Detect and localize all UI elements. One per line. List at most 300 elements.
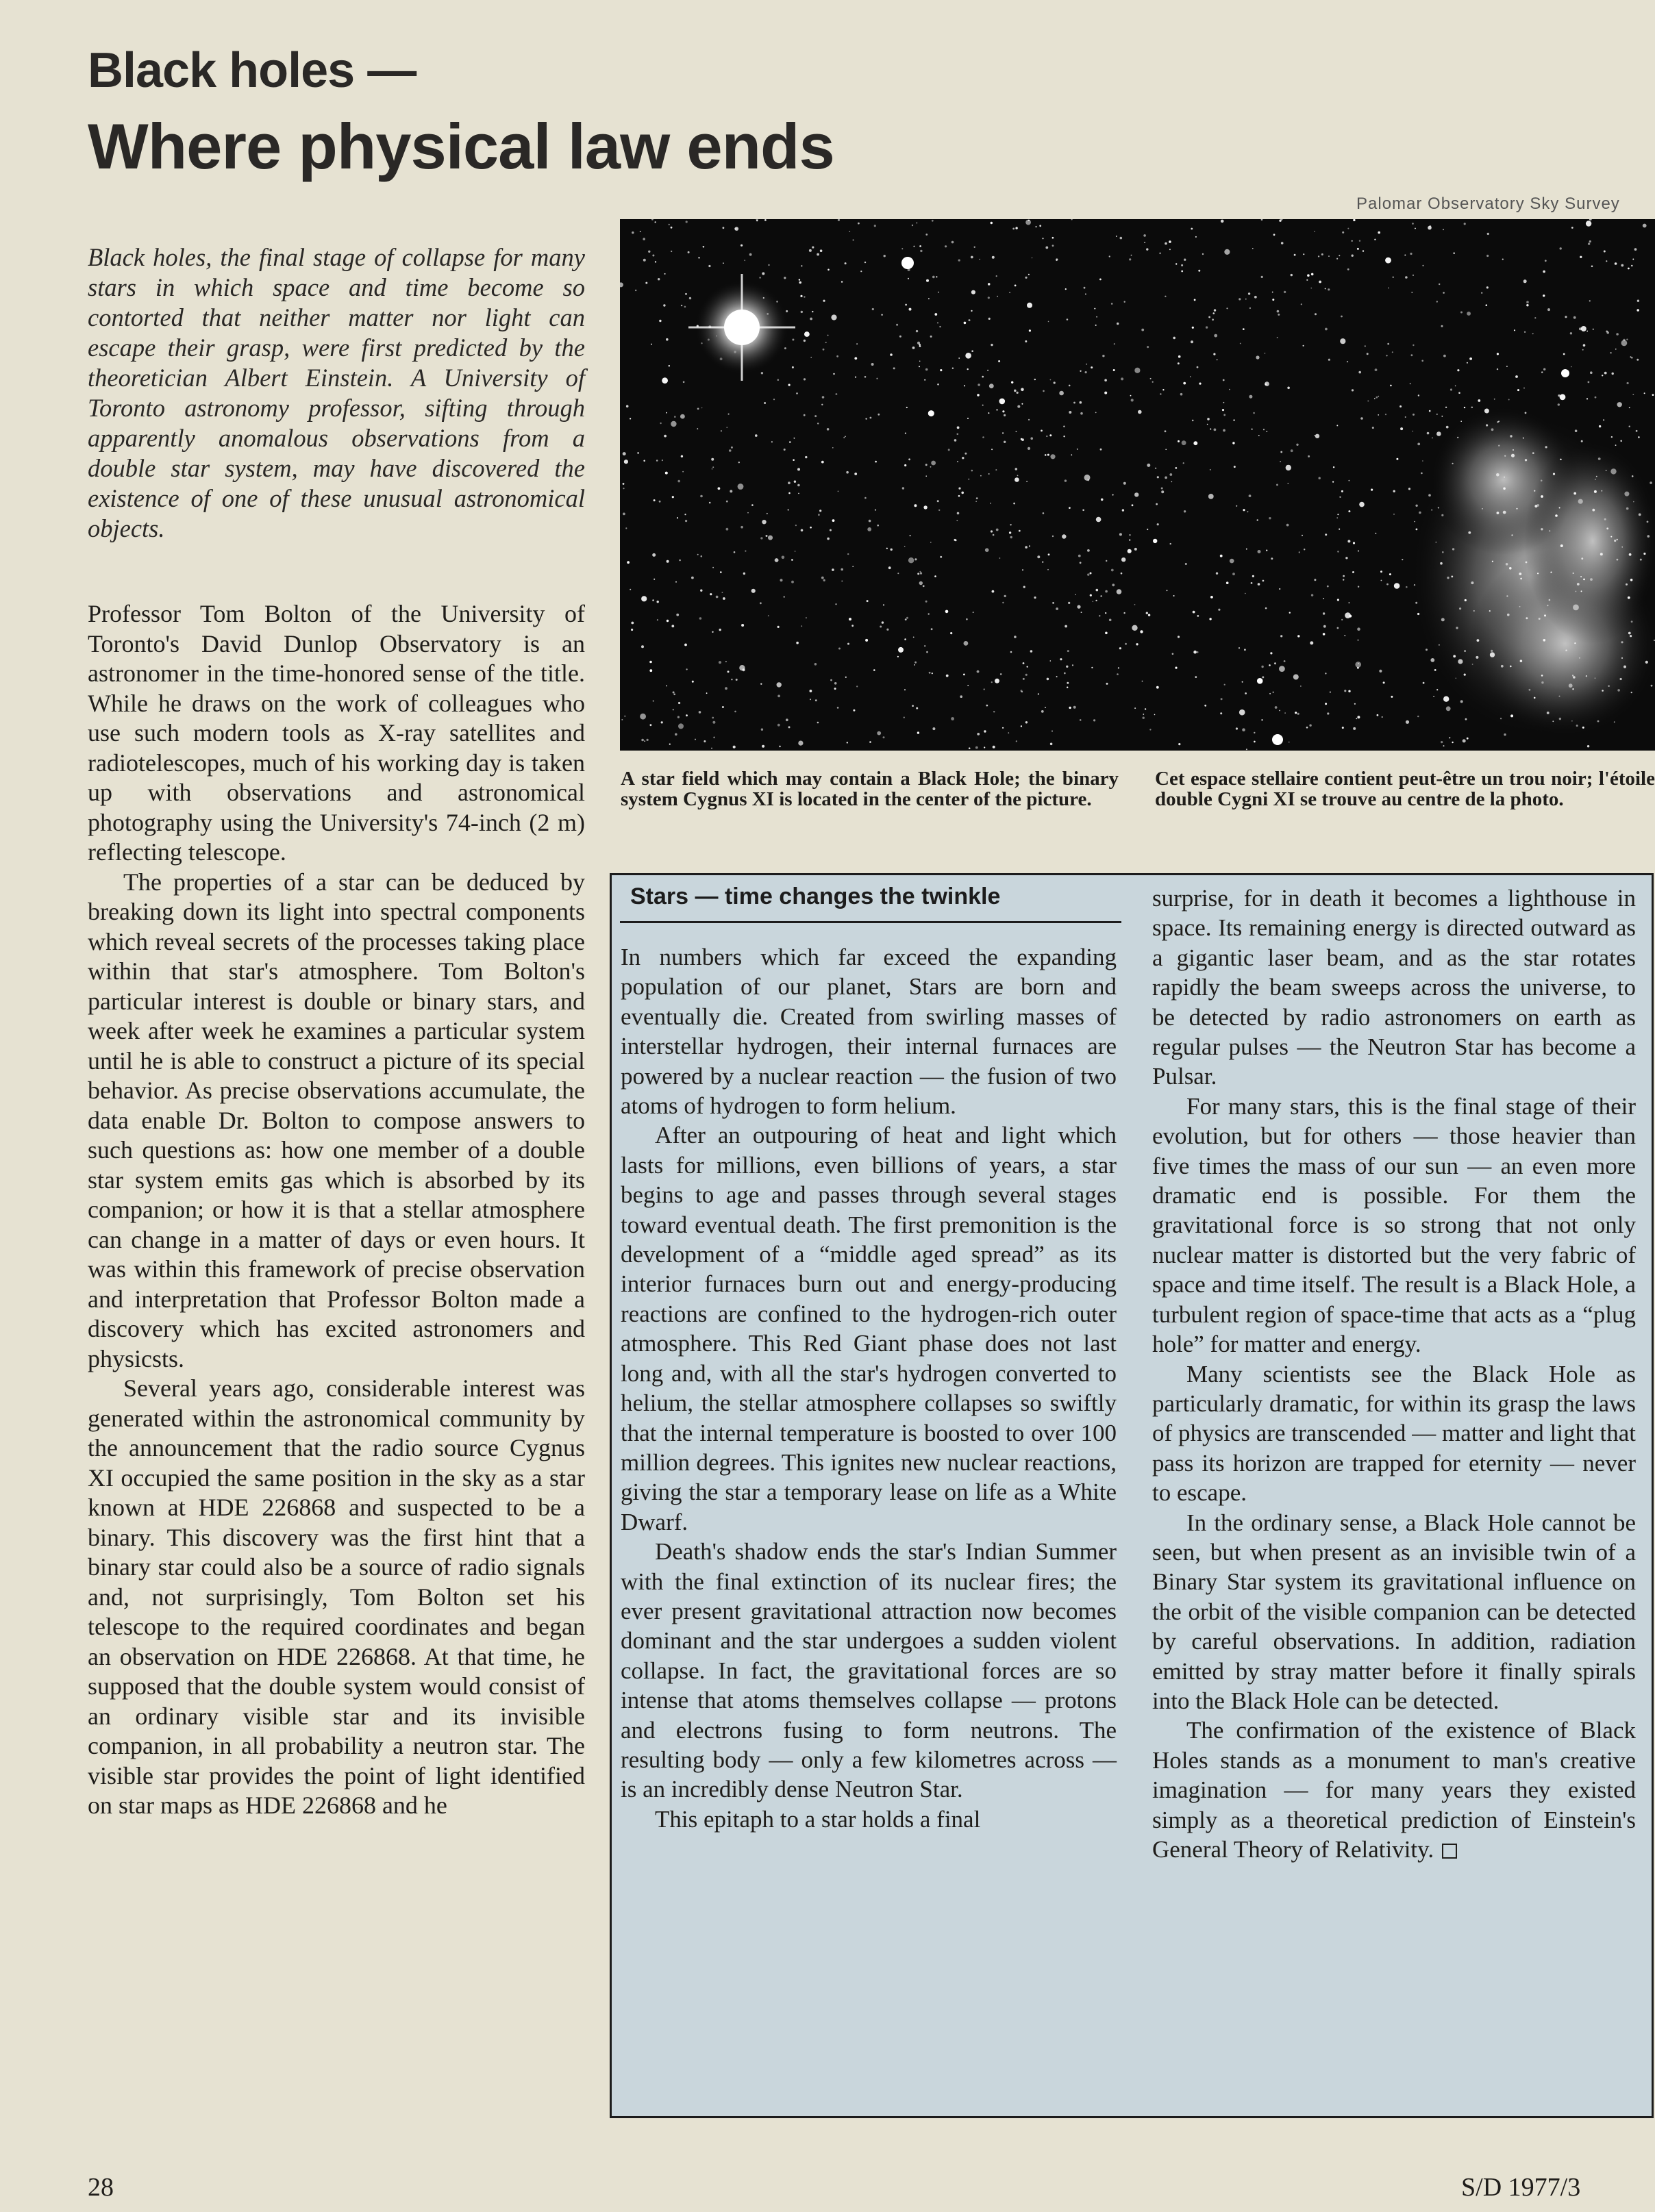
star xyxy=(1104,392,1107,394)
star xyxy=(1520,578,1522,580)
star xyxy=(678,723,684,729)
star xyxy=(1245,593,1246,594)
star xyxy=(643,238,645,240)
star xyxy=(681,455,683,457)
star xyxy=(1025,220,1031,225)
star xyxy=(914,662,917,664)
star xyxy=(1023,678,1025,680)
star xyxy=(1022,569,1023,570)
star xyxy=(1604,518,1606,520)
star xyxy=(652,255,654,257)
star xyxy=(834,688,836,690)
star xyxy=(1628,596,1630,599)
star xyxy=(1010,536,1012,538)
star xyxy=(1371,489,1373,491)
star xyxy=(1054,381,1056,384)
star xyxy=(1093,601,1094,603)
star xyxy=(1615,262,1617,265)
star xyxy=(1214,429,1217,431)
star xyxy=(1223,379,1225,381)
sidebar-column-2 xyxy=(1152,883,1636,1864)
star xyxy=(988,283,991,286)
article-paragraph: The properties of a star can be deduced by breaking down its light into spectral components which reveal secrets of the processes taking place within that star's atmosphere. Tom Bolton's particular interest is double or binary stars, and week after week he examines a particular system until he is able to construct a picture of its special behavior. As precise observations accumulate, the data enable Dr. Bolton to compose answers to such questions as: how one member of a double star system emits gas which is absorbed by its companion; or how it is that a stellar atmosphere can change in a matter of days or even hours. It was within this framework of precise observation and interpretation that Professor Bolton made a discovery which has excited astronomers and physicsts. xyxy=(88,868,585,1372)
star xyxy=(1094,308,1095,310)
star xyxy=(1594,490,1597,493)
star xyxy=(1543,639,1546,642)
star xyxy=(760,537,762,539)
star xyxy=(1504,455,1506,457)
star xyxy=(1378,231,1380,234)
star xyxy=(1183,462,1184,464)
star xyxy=(878,414,880,416)
star xyxy=(1408,488,1410,490)
photo-caption-english: A star field which may contain a Black Hole; the binary system Cygnus XI is located in the center of the picture. xyxy=(621,768,1119,810)
star xyxy=(1142,681,1143,682)
star xyxy=(1465,718,1467,720)
star xyxy=(991,449,993,450)
star xyxy=(812,311,813,312)
star xyxy=(1212,318,1214,321)
star xyxy=(775,558,779,562)
star xyxy=(1183,382,1186,385)
star xyxy=(1595,479,1596,480)
star xyxy=(996,529,999,531)
star xyxy=(928,613,930,614)
star xyxy=(1523,388,1525,389)
star xyxy=(743,573,745,575)
star xyxy=(1308,455,1310,457)
star xyxy=(695,739,696,740)
star xyxy=(684,514,686,515)
star xyxy=(1232,573,1235,575)
star xyxy=(898,647,904,653)
star xyxy=(1286,524,1289,527)
star xyxy=(1286,465,1291,470)
star xyxy=(1571,720,1573,722)
star xyxy=(1347,268,1349,271)
star xyxy=(1586,398,1588,399)
star xyxy=(1002,432,1004,433)
star xyxy=(1245,692,1247,694)
star xyxy=(1582,349,1584,351)
star xyxy=(1102,355,1104,357)
sidebar-paragraph: Many scientists see the Black Hole as particularly dramatic, for within its grasp the laws of physics are transcended — matter and light that pass its horizon are trapped for eternity — never to escape. xyxy=(1152,1360,1636,1507)
star xyxy=(904,689,906,690)
star xyxy=(1486,424,1488,426)
sidebar-paragraph: In the ordinary sense, a Black Hole cannot be seen, but when present as an invisible twin of a Binary Star system its gravitational influence on the orbit of the visible companion can be detected by careful observations. In addition, radiation emitted by stray matter before it finally spirals into the Black Hole can be detected. xyxy=(1152,1509,1636,1714)
star-field-photo xyxy=(620,219,1655,751)
star xyxy=(1226,307,1228,309)
star xyxy=(1411,354,1413,356)
star xyxy=(1008,732,1009,733)
star xyxy=(1610,352,1612,353)
star xyxy=(914,558,917,560)
star xyxy=(1193,611,1195,614)
star xyxy=(1547,308,1550,311)
star xyxy=(817,423,819,424)
star xyxy=(1230,559,1234,564)
star xyxy=(653,700,654,701)
star xyxy=(761,729,763,731)
star xyxy=(1400,427,1403,430)
star xyxy=(821,577,824,579)
star xyxy=(934,575,936,577)
star xyxy=(700,590,702,592)
star xyxy=(871,363,874,366)
star xyxy=(801,311,803,313)
star xyxy=(1071,454,1072,455)
star xyxy=(1013,503,1015,505)
star xyxy=(1269,693,1271,694)
star xyxy=(987,370,988,371)
star xyxy=(1381,580,1382,581)
star xyxy=(1116,236,1117,237)
star xyxy=(1439,284,1440,285)
star xyxy=(1640,559,1642,561)
star xyxy=(1311,594,1313,596)
star xyxy=(784,277,786,279)
star xyxy=(747,512,749,514)
star xyxy=(967,368,969,370)
star xyxy=(1120,237,1123,240)
star xyxy=(1611,436,1613,438)
star xyxy=(1339,497,1341,498)
star xyxy=(1511,534,1513,536)
star xyxy=(662,460,663,461)
star xyxy=(788,726,791,728)
star xyxy=(749,253,752,256)
star xyxy=(1342,727,1344,729)
star xyxy=(1627,382,1629,384)
star xyxy=(810,357,812,358)
star xyxy=(1221,698,1223,700)
star xyxy=(672,496,674,498)
star xyxy=(825,342,827,343)
star xyxy=(655,221,656,223)
star xyxy=(1155,468,1156,469)
star xyxy=(1034,596,1036,599)
star xyxy=(1276,484,1278,486)
page-number: 28 xyxy=(88,2173,114,2202)
star xyxy=(1111,569,1114,572)
star xyxy=(817,722,819,724)
star xyxy=(1067,687,1068,688)
star xyxy=(1443,355,1446,357)
star xyxy=(810,527,812,529)
star xyxy=(1069,507,1071,509)
star xyxy=(908,278,909,279)
star xyxy=(1173,595,1175,596)
star xyxy=(1501,665,1504,668)
star xyxy=(1553,473,1555,475)
star xyxy=(1575,429,1578,432)
star xyxy=(1628,268,1630,270)
star xyxy=(1591,266,1593,268)
star xyxy=(1191,228,1193,230)
star xyxy=(712,567,714,568)
star xyxy=(1524,331,1526,333)
star xyxy=(1280,451,1282,453)
star xyxy=(744,260,745,261)
star xyxy=(1009,531,1011,533)
star xyxy=(788,509,789,510)
star xyxy=(1443,229,1444,230)
star xyxy=(1610,536,1612,538)
star xyxy=(716,596,719,599)
star xyxy=(1357,248,1359,250)
star xyxy=(1464,223,1466,225)
star xyxy=(676,614,679,616)
star xyxy=(1121,557,1125,562)
star xyxy=(977,670,980,673)
star xyxy=(1541,681,1543,683)
star xyxy=(1208,494,1214,499)
star xyxy=(1471,581,1473,584)
star xyxy=(964,385,965,386)
star xyxy=(904,546,906,547)
star xyxy=(917,573,919,575)
star xyxy=(962,457,964,459)
star xyxy=(1042,238,1043,239)
star xyxy=(1185,563,1187,565)
star xyxy=(1650,481,1652,484)
star xyxy=(958,495,960,497)
star xyxy=(1606,331,1608,333)
star xyxy=(1421,360,1423,362)
star xyxy=(797,468,800,470)
star xyxy=(1464,650,1466,652)
star xyxy=(964,641,969,646)
star xyxy=(1343,575,1345,577)
star xyxy=(1439,644,1440,646)
star xyxy=(1467,312,1471,316)
star xyxy=(1414,521,1415,523)
star xyxy=(1311,273,1314,276)
star xyxy=(832,519,835,522)
star xyxy=(1169,473,1172,476)
star xyxy=(1441,416,1443,417)
star xyxy=(821,404,823,405)
star xyxy=(1586,221,1591,226)
star xyxy=(928,298,930,299)
star xyxy=(853,239,854,240)
star xyxy=(1376,397,1378,399)
star xyxy=(1171,481,1173,483)
star xyxy=(1523,279,1527,283)
star xyxy=(1096,589,1099,592)
star xyxy=(1456,678,1457,679)
star xyxy=(1302,535,1303,536)
star xyxy=(1484,409,1489,414)
star xyxy=(1016,740,1017,742)
star xyxy=(1059,391,1064,396)
star xyxy=(965,353,971,359)
star xyxy=(666,338,669,341)
star xyxy=(1491,650,1493,652)
star xyxy=(1069,707,1071,709)
star xyxy=(673,709,674,710)
star xyxy=(984,730,986,732)
star xyxy=(1541,675,1543,677)
star xyxy=(1113,369,1115,371)
star xyxy=(1100,595,1102,597)
star xyxy=(837,707,839,709)
star xyxy=(1543,271,1545,273)
star xyxy=(780,579,783,581)
star xyxy=(1487,233,1489,235)
star xyxy=(777,724,780,727)
star xyxy=(678,702,680,704)
star xyxy=(1134,368,1140,373)
star xyxy=(1296,444,1298,446)
star xyxy=(1236,505,1237,507)
star xyxy=(1087,479,1089,481)
star xyxy=(1122,509,1124,511)
star xyxy=(1541,371,1543,373)
star xyxy=(1606,527,1608,529)
star xyxy=(828,335,829,336)
star xyxy=(1636,430,1638,432)
star xyxy=(997,296,998,297)
star xyxy=(999,557,1001,559)
sidebar-paragraph: surprise, for in death it becomes a lighthouse in space. Its remaining energy is directed outward as a gigantic laser beam, and as the star rotates rapidly the beam sweeps across the universe, to be detected by radio astronomers on earth as regular pulses — the Neutron Star has become a Pulsar. xyxy=(1152,885,1636,1090)
star xyxy=(801,529,804,532)
star xyxy=(902,487,904,489)
star xyxy=(1652,394,1654,396)
star xyxy=(1629,407,1630,408)
star xyxy=(1517,508,1518,510)
star xyxy=(1357,667,1359,669)
star xyxy=(1099,615,1100,616)
star xyxy=(1560,544,1563,547)
star xyxy=(1280,461,1281,462)
star xyxy=(957,461,958,462)
star xyxy=(1374,398,1376,399)
star xyxy=(662,377,668,384)
star xyxy=(883,736,885,738)
star xyxy=(1140,630,1143,633)
star xyxy=(697,428,698,429)
star xyxy=(1251,429,1252,430)
star xyxy=(1156,503,1158,505)
star xyxy=(1383,681,1385,683)
star xyxy=(1178,743,1180,745)
star xyxy=(845,262,847,264)
star xyxy=(1494,399,1495,400)
star xyxy=(1045,707,1046,708)
star xyxy=(954,439,957,442)
star xyxy=(881,314,882,316)
star xyxy=(1624,492,1629,497)
article-paragraph: Professor Tom Bolton of the University of Toronto's David Dunlop Observatory is an astronomer in the time-honored sense of the title. While he draws on the work of colleagues who use such modern tools as X-ray satellites and radiotelescopes, much of his working day is taken up with observations and astronomical photography using the University's 74-inch (2 m) reflecting telescope. xyxy=(88,600,585,866)
star xyxy=(647,739,649,741)
star xyxy=(1510,714,1513,717)
star xyxy=(1105,590,1108,593)
star xyxy=(796,642,799,644)
star xyxy=(621,719,623,720)
star xyxy=(882,621,884,623)
star xyxy=(626,405,629,407)
star xyxy=(1343,579,1344,580)
star xyxy=(667,560,669,563)
star xyxy=(1161,490,1164,493)
star xyxy=(1165,296,1166,297)
star xyxy=(1314,579,1316,581)
star xyxy=(1459,607,1461,609)
star xyxy=(654,499,656,501)
star xyxy=(1165,477,1167,479)
star xyxy=(1132,625,1137,631)
star xyxy=(691,577,694,579)
star xyxy=(1175,263,1177,264)
star xyxy=(1367,353,1369,355)
star xyxy=(1515,375,1518,378)
star xyxy=(1239,647,1240,649)
star xyxy=(1234,466,1236,468)
star xyxy=(760,602,762,604)
star xyxy=(909,308,912,311)
star xyxy=(1360,417,1363,420)
star xyxy=(1460,420,1462,422)
star xyxy=(738,483,744,490)
star xyxy=(1136,643,1138,645)
star xyxy=(1517,389,1519,391)
star xyxy=(1358,586,1359,588)
star xyxy=(1019,530,1021,532)
star xyxy=(798,741,803,746)
star xyxy=(1066,666,1068,668)
star xyxy=(1261,276,1263,278)
star xyxy=(1272,299,1274,301)
star xyxy=(1288,483,1289,484)
star xyxy=(1314,435,1315,436)
star xyxy=(1476,656,1478,659)
star xyxy=(1084,287,1086,289)
star xyxy=(1529,689,1531,691)
star xyxy=(1549,530,1550,531)
photo-credit: Palomar Observatory Sky Survey xyxy=(1356,194,1620,213)
star xyxy=(945,245,947,247)
star xyxy=(1491,428,1494,431)
star xyxy=(1146,248,1148,250)
star xyxy=(728,414,730,415)
star xyxy=(838,491,839,492)
star xyxy=(973,612,974,613)
star xyxy=(1638,436,1640,438)
star xyxy=(659,320,661,322)
star xyxy=(914,504,917,507)
star xyxy=(712,717,714,719)
star xyxy=(1359,240,1360,242)
star xyxy=(1325,288,1326,290)
star xyxy=(1390,385,1392,387)
star xyxy=(1503,511,1506,514)
star xyxy=(1344,690,1346,692)
star xyxy=(1244,649,1246,651)
star xyxy=(1541,495,1543,498)
star xyxy=(1552,720,1554,722)
star xyxy=(910,535,911,536)
star xyxy=(798,493,799,494)
star xyxy=(1355,662,1361,668)
star xyxy=(1085,371,1087,373)
star xyxy=(1263,429,1265,430)
star xyxy=(876,378,878,379)
star xyxy=(993,711,995,712)
star xyxy=(1497,368,1498,370)
star xyxy=(1090,573,1092,575)
star xyxy=(988,473,990,475)
